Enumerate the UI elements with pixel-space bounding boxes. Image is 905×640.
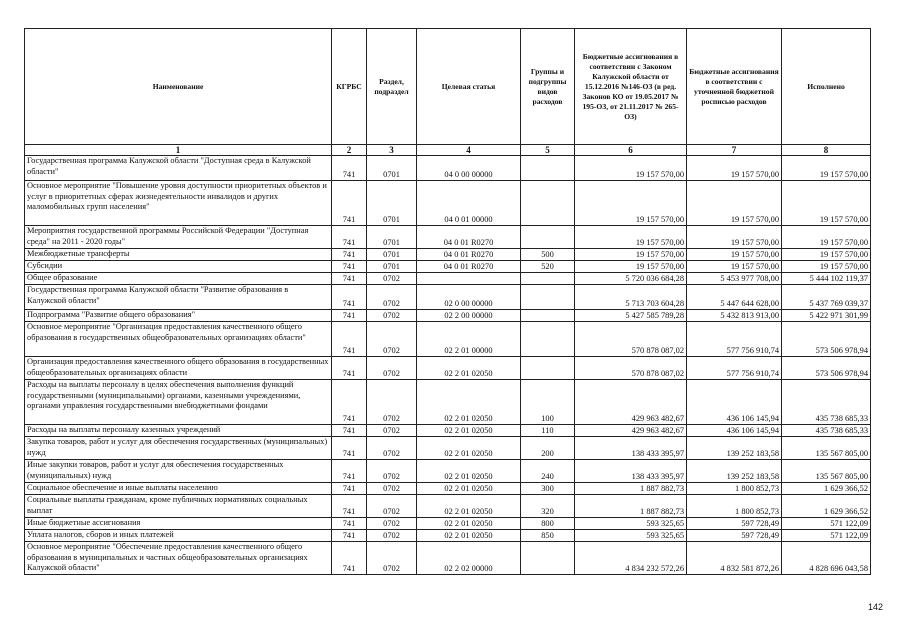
- row-target-article: 04 0 01 00000: [417, 181, 521, 226]
- row-schedule-amount: 5 447 644 628,00: [687, 285, 782, 310]
- row-expense-type: 500: [521, 249, 575, 261]
- row-budget-amount: 19 157 570,00: [575, 226, 687, 249]
- table-row: [25, 483, 871, 495]
- header-name: Наименование: [25, 29, 332, 145]
- row-section: 0702: [367, 518, 417, 530]
- row-kgrbs: 741: [332, 285, 367, 310]
- table-row: [25, 380, 871, 425]
- row-budget-amount: 19 157 570,00: [575, 261, 687, 273]
- row-executed-amount: 5 444 102 119,37: [782, 273, 871, 285]
- row-budget-amount: 5 713 703 604,28: [575, 285, 687, 310]
- row-section: 0702: [367, 322, 417, 357]
- row-executed-amount: 135 567 805,00: [782, 437, 871, 460]
- table-row: [25, 181, 871, 226]
- row-schedule-amount: 139 252 183,58: [687, 437, 782, 460]
- row-expense-type: 520: [521, 261, 575, 273]
- column-number: 3: [367, 145, 417, 156]
- row-name: Основное мероприятие "Повышение уровня доступности приоритетных объектов и услуг в приоритетных сферах жизнедеятельности инвалидов и других маломобильных групп населения": [25, 181, 332, 226]
- row-section: 0702: [367, 483, 417, 495]
- row-target-article: 02 2 01 02050: [417, 495, 521, 518]
- table-row: [25, 437, 871, 460]
- row-executed-amount: 1 629 366,52: [782, 483, 871, 495]
- table-row: [25, 226, 871, 249]
- table-row: [25, 322, 871, 357]
- row-expense-type: 800: [521, 518, 575, 530]
- row-target-article: 02 2 02 00000: [417, 542, 521, 575]
- row-schedule-amount: 5 432 813 913,00: [687, 310, 782, 322]
- header-kgrbs: КГРБС: [332, 29, 367, 145]
- row-name: Иные бюджетные ассигнования: [25, 518, 332, 530]
- row-executed-amount: 435 738 685,33: [782, 425, 871, 437]
- row-executed-amount: 19 157 570,00: [782, 226, 871, 249]
- row-executed-amount: 573 506 978,94: [782, 322, 871, 357]
- row-section: 0702: [367, 460, 417, 483]
- row-name: Социальные выплаты гражданам, кроме публичных нормативных социальных выплат: [25, 495, 332, 518]
- row-target-article: 04 0 01 R0270: [417, 226, 521, 249]
- table-row: [25, 518, 871, 530]
- row-name: Субсидии: [25, 261, 332, 273]
- budget-table: [24, 28, 871, 575]
- row-budget-amount: 570 878 087,02: [575, 322, 687, 357]
- row-target-article: 02 2 01 00000: [417, 322, 521, 357]
- row-schedule-amount: 1 800 852,73: [687, 483, 782, 495]
- row-target-article: 02 2 01 02050: [417, 518, 521, 530]
- row-kgrbs: 741: [332, 357, 367, 380]
- row-budget-amount: 429 963 482,67: [575, 425, 687, 437]
- row-section: 0702: [367, 530, 417, 542]
- row-budget-amount: 138 433 395,97: [575, 460, 687, 483]
- row-kgrbs: 741: [332, 495, 367, 518]
- row-expense-type: 200: [521, 437, 575, 460]
- row-expense-type: [521, 285, 575, 310]
- row-target-article: 02 2 01 02050: [417, 437, 521, 460]
- row-kgrbs: 741: [332, 437, 367, 460]
- row-schedule-amount: 1 800 852,73: [687, 495, 782, 518]
- header-row: [25, 29, 871, 145]
- row-budget-amount: 19 157 570,00: [575, 156, 687, 181]
- row-kgrbs: 741: [332, 310, 367, 322]
- row-expense-type: 320: [521, 495, 575, 518]
- row-kgrbs: 741: [332, 425, 367, 437]
- row-name: Основное мероприятие "Обеспечение предоставления качественного общего образования в муниципальных и частных общеобразовательных организациях Калужской области": [25, 542, 332, 575]
- row-executed-amount: 19 157 570,00: [782, 156, 871, 181]
- row-target-article: 02 2 01 02050: [417, 357, 521, 380]
- column-number: 4: [417, 145, 521, 156]
- row-budget-amount: 5 720 036 684,28: [575, 273, 687, 285]
- row-executed-amount: 4 828 696 043,58: [782, 542, 871, 575]
- column-number: 1: [25, 145, 332, 156]
- row-name: Социальное обеспечение и иные выплаты населению: [25, 483, 332, 495]
- row-budget-amount: 593 325,65: [575, 530, 687, 542]
- row-name: Государственная программа Калужской области "Развитие образования в Калужской области": [25, 285, 332, 310]
- row-expense-type: [521, 181, 575, 226]
- row-budget-amount: 4 834 232 572,26: [575, 542, 687, 575]
- row-budget-amount: 429 963 482,67: [575, 380, 687, 425]
- header-target-article: Целевая статья: [417, 29, 521, 145]
- row-schedule-amount: 19 157 570,00: [687, 249, 782, 261]
- row-kgrbs: 741: [332, 518, 367, 530]
- row-name: Основное мероприятие "Организация предоставления качественного общего образования в государственных общеобразовательных организациях области": [25, 322, 332, 357]
- row-target-article: 04 0 01 R0270: [417, 249, 521, 261]
- header-section: Раздел, подраздел: [367, 29, 417, 145]
- row-kgrbs: 741: [332, 181, 367, 226]
- row-budget-amount: 5 427 585 789,28: [575, 310, 687, 322]
- table-row: [25, 530, 871, 542]
- row-budget-amount: 138 433 395,97: [575, 437, 687, 460]
- row-name: Общее образование: [25, 273, 332, 285]
- row-expense-type: 110: [521, 425, 575, 437]
- row-kgrbs: 741: [332, 460, 367, 483]
- row-target-article: 02 2 01 02050: [417, 460, 521, 483]
- table-row: [25, 495, 871, 518]
- header-budget-schedule: Бюджетные ассигнования в соответствии с уточненной бюджетной росписью расходов: [687, 29, 782, 145]
- row-expense-type: [521, 310, 575, 322]
- row-executed-amount: 135 567 805,00: [782, 460, 871, 483]
- row-executed-amount: 435 738 685,33: [782, 380, 871, 425]
- column-number: 8: [782, 145, 871, 156]
- row-schedule-amount: 19 157 570,00: [687, 261, 782, 273]
- row-schedule-amount: 4 832 581 872,26: [687, 542, 782, 575]
- row-schedule-amount: 436 106 145,94: [687, 425, 782, 437]
- row-budget-amount: 19 157 570,00: [575, 249, 687, 261]
- row-executed-amount: 571 122,09: [782, 530, 871, 542]
- row-expense-type: [521, 156, 575, 181]
- row-target-article: 04 0 00 00000: [417, 156, 521, 181]
- table-row: [25, 273, 871, 285]
- table-row: [25, 542, 871, 575]
- row-section: 0701: [367, 181, 417, 226]
- row-name: Государственная программа Калужской области "Доступная среда в Калужской области": [25, 156, 332, 181]
- column-number: 7: [687, 145, 782, 156]
- row-section: 0702: [367, 380, 417, 425]
- row-section: 0702: [367, 285, 417, 310]
- row-target-article: 02 2 01 02050: [417, 380, 521, 425]
- table-row: [25, 357, 871, 380]
- row-expense-type: 100: [521, 380, 575, 425]
- row-expense-type: [521, 542, 575, 575]
- row-schedule-amount: 577 756 910,74: [687, 322, 782, 357]
- row-name: Закупка товаров, работ и услуг для обеспечения государственных (муниципальных) нужд: [25, 437, 332, 460]
- row-expense-type: [521, 273, 575, 285]
- row-executed-amount: 573 506 978,94: [782, 357, 871, 380]
- column-number-row: [25, 145, 871, 156]
- row-kgrbs: 741: [332, 483, 367, 495]
- row-name: Подпрограмма "Развитие общего образования": [25, 310, 332, 322]
- row-expense-type: 240: [521, 460, 575, 483]
- row-name: Уплата налогов, сборов и иных платежей: [25, 530, 332, 542]
- header-budget-law: Бюджетные ассигнования в соответствии с Законом Калужской области от 15.12.2016 №146-ОЗ (в ред. Законов КО от 19.05.2017 № 195-ОЗ, от 21.11.2017 № 265-ОЗ): [575, 29, 687, 145]
- header-expense-types: Группы и подгруппы видов расходов: [521, 29, 575, 145]
- row-target-article: 02 2 00 00000: [417, 310, 521, 322]
- row-budget-amount: 1 887 882,73: [575, 483, 687, 495]
- row-target-article: [417, 273, 521, 285]
- row-budget-amount: 570 878 087,02: [575, 357, 687, 380]
- row-name: Мероприятия государственной программы Российской Федерации "Доступная среда" на 2011 - 2020 годы": [25, 226, 332, 249]
- row-target-article: 02 2 01 02050: [417, 530, 521, 542]
- row-budget-amount: 593 325,65: [575, 518, 687, 530]
- row-expense-type: [521, 226, 575, 249]
- row-section: 0702: [367, 357, 417, 380]
- row-schedule-amount: 597 728,49: [687, 530, 782, 542]
- row-executed-amount: 19 157 570,00: [782, 181, 871, 226]
- row-budget-amount: 1 887 882,73: [575, 495, 687, 518]
- row-section: 0702: [367, 273, 417, 285]
- row-target-article: 02 0 00 00000: [417, 285, 521, 310]
- header-executed: Исполнено: [782, 29, 871, 145]
- table-row: [25, 285, 871, 310]
- row-kgrbs: 741: [332, 530, 367, 542]
- row-executed-amount: 5 437 769 039,37: [782, 285, 871, 310]
- row-target-article: 02 2 01 02050: [417, 425, 521, 437]
- table-row: [25, 249, 871, 261]
- page-number: 142: [867, 602, 883, 612]
- row-expense-type: 850: [521, 530, 575, 542]
- row-kgrbs: 741: [332, 322, 367, 357]
- row-target-article: 04 0 01 R0270: [417, 261, 521, 273]
- row-name: Межбюджетные трансферты: [25, 249, 332, 261]
- row-schedule-amount: 597 728,49: [687, 518, 782, 530]
- table-row: [25, 425, 871, 437]
- row-section: 0702: [367, 542, 417, 575]
- row-executed-amount: 19 157 570,00: [782, 261, 871, 273]
- row-name: Расходы на выплаты персоналу в целях обеспечения выполнения функций государственными (муниципальными) органами, казенными учреждениями, органами управления государственными внебюджетными фондами: [25, 380, 332, 425]
- row-section: 0702: [367, 425, 417, 437]
- row-schedule-amount: 19 157 570,00: [687, 156, 782, 181]
- row-schedule-amount: 5 453 977 708,00: [687, 273, 782, 285]
- row-schedule-amount: 19 157 570,00: [687, 226, 782, 249]
- row-target-article: 02 2 01 02050: [417, 483, 521, 495]
- row-expense-type: [521, 322, 575, 357]
- row-schedule-amount: 19 157 570,00: [687, 181, 782, 226]
- row-kgrbs: 741: [332, 261, 367, 273]
- row-kgrbs: 741: [332, 249, 367, 261]
- column-number: 2: [332, 145, 367, 156]
- row-schedule-amount: 577 756 910,74: [687, 357, 782, 380]
- row-name: Иные закупки товаров, работ и услуг для обеспечения государственных (муниципальных) нужд: [25, 460, 332, 483]
- row-section: 0701: [367, 156, 417, 181]
- row-schedule-amount: 436 106 145,94: [687, 380, 782, 425]
- table-row: [25, 156, 871, 181]
- row-kgrbs: 741: [332, 273, 367, 285]
- row-section: 0702: [367, 437, 417, 460]
- table-row: [25, 310, 871, 322]
- row-executed-amount: 1 629 366,52: [782, 495, 871, 518]
- column-number: 6: [575, 145, 687, 156]
- row-kgrbs: 741: [332, 156, 367, 181]
- row-section: 0702: [367, 495, 417, 518]
- row-name: Расходы на выплаты персоналу казенных учреждений: [25, 425, 332, 437]
- row-name: Организация предоставления качественного общего образования в государственных общеобразовательных организациях области: [25, 357, 332, 380]
- row-expense-type: 300: [521, 483, 575, 495]
- row-executed-amount: 19 157 570,00: [782, 249, 871, 261]
- row-section: 0701: [367, 249, 417, 261]
- row-kgrbs: 741: [332, 542, 367, 575]
- row-section: 0701: [367, 261, 417, 273]
- table-row: [25, 261, 871, 273]
- row-section: 0702: [367, 310, 417, 322]
- table-row: [25, 460, 871, 483]
- row-executed-amount: 571 122,09: [782, 518, 871, 530]
- row-expense-type: [521, 357, 575, 380]
- column-number: 5: [521, 145, 575, 156]
- row-schedule-amount: 139 252 183,58: [687, 460, 782, 483]
- row-budget-amount: 19 157 570,00: [575, 181, 687, 226]
- row-executed-amount: 5 422 971 301,99: [782, 310, 871, 322]
- row-kgrbs: 741: [332, 380, 367, 425]
- row-kgrbs: 741: [332, 226, 367, 249]
- row-section: 0701: [367, 226, 417, 249]
